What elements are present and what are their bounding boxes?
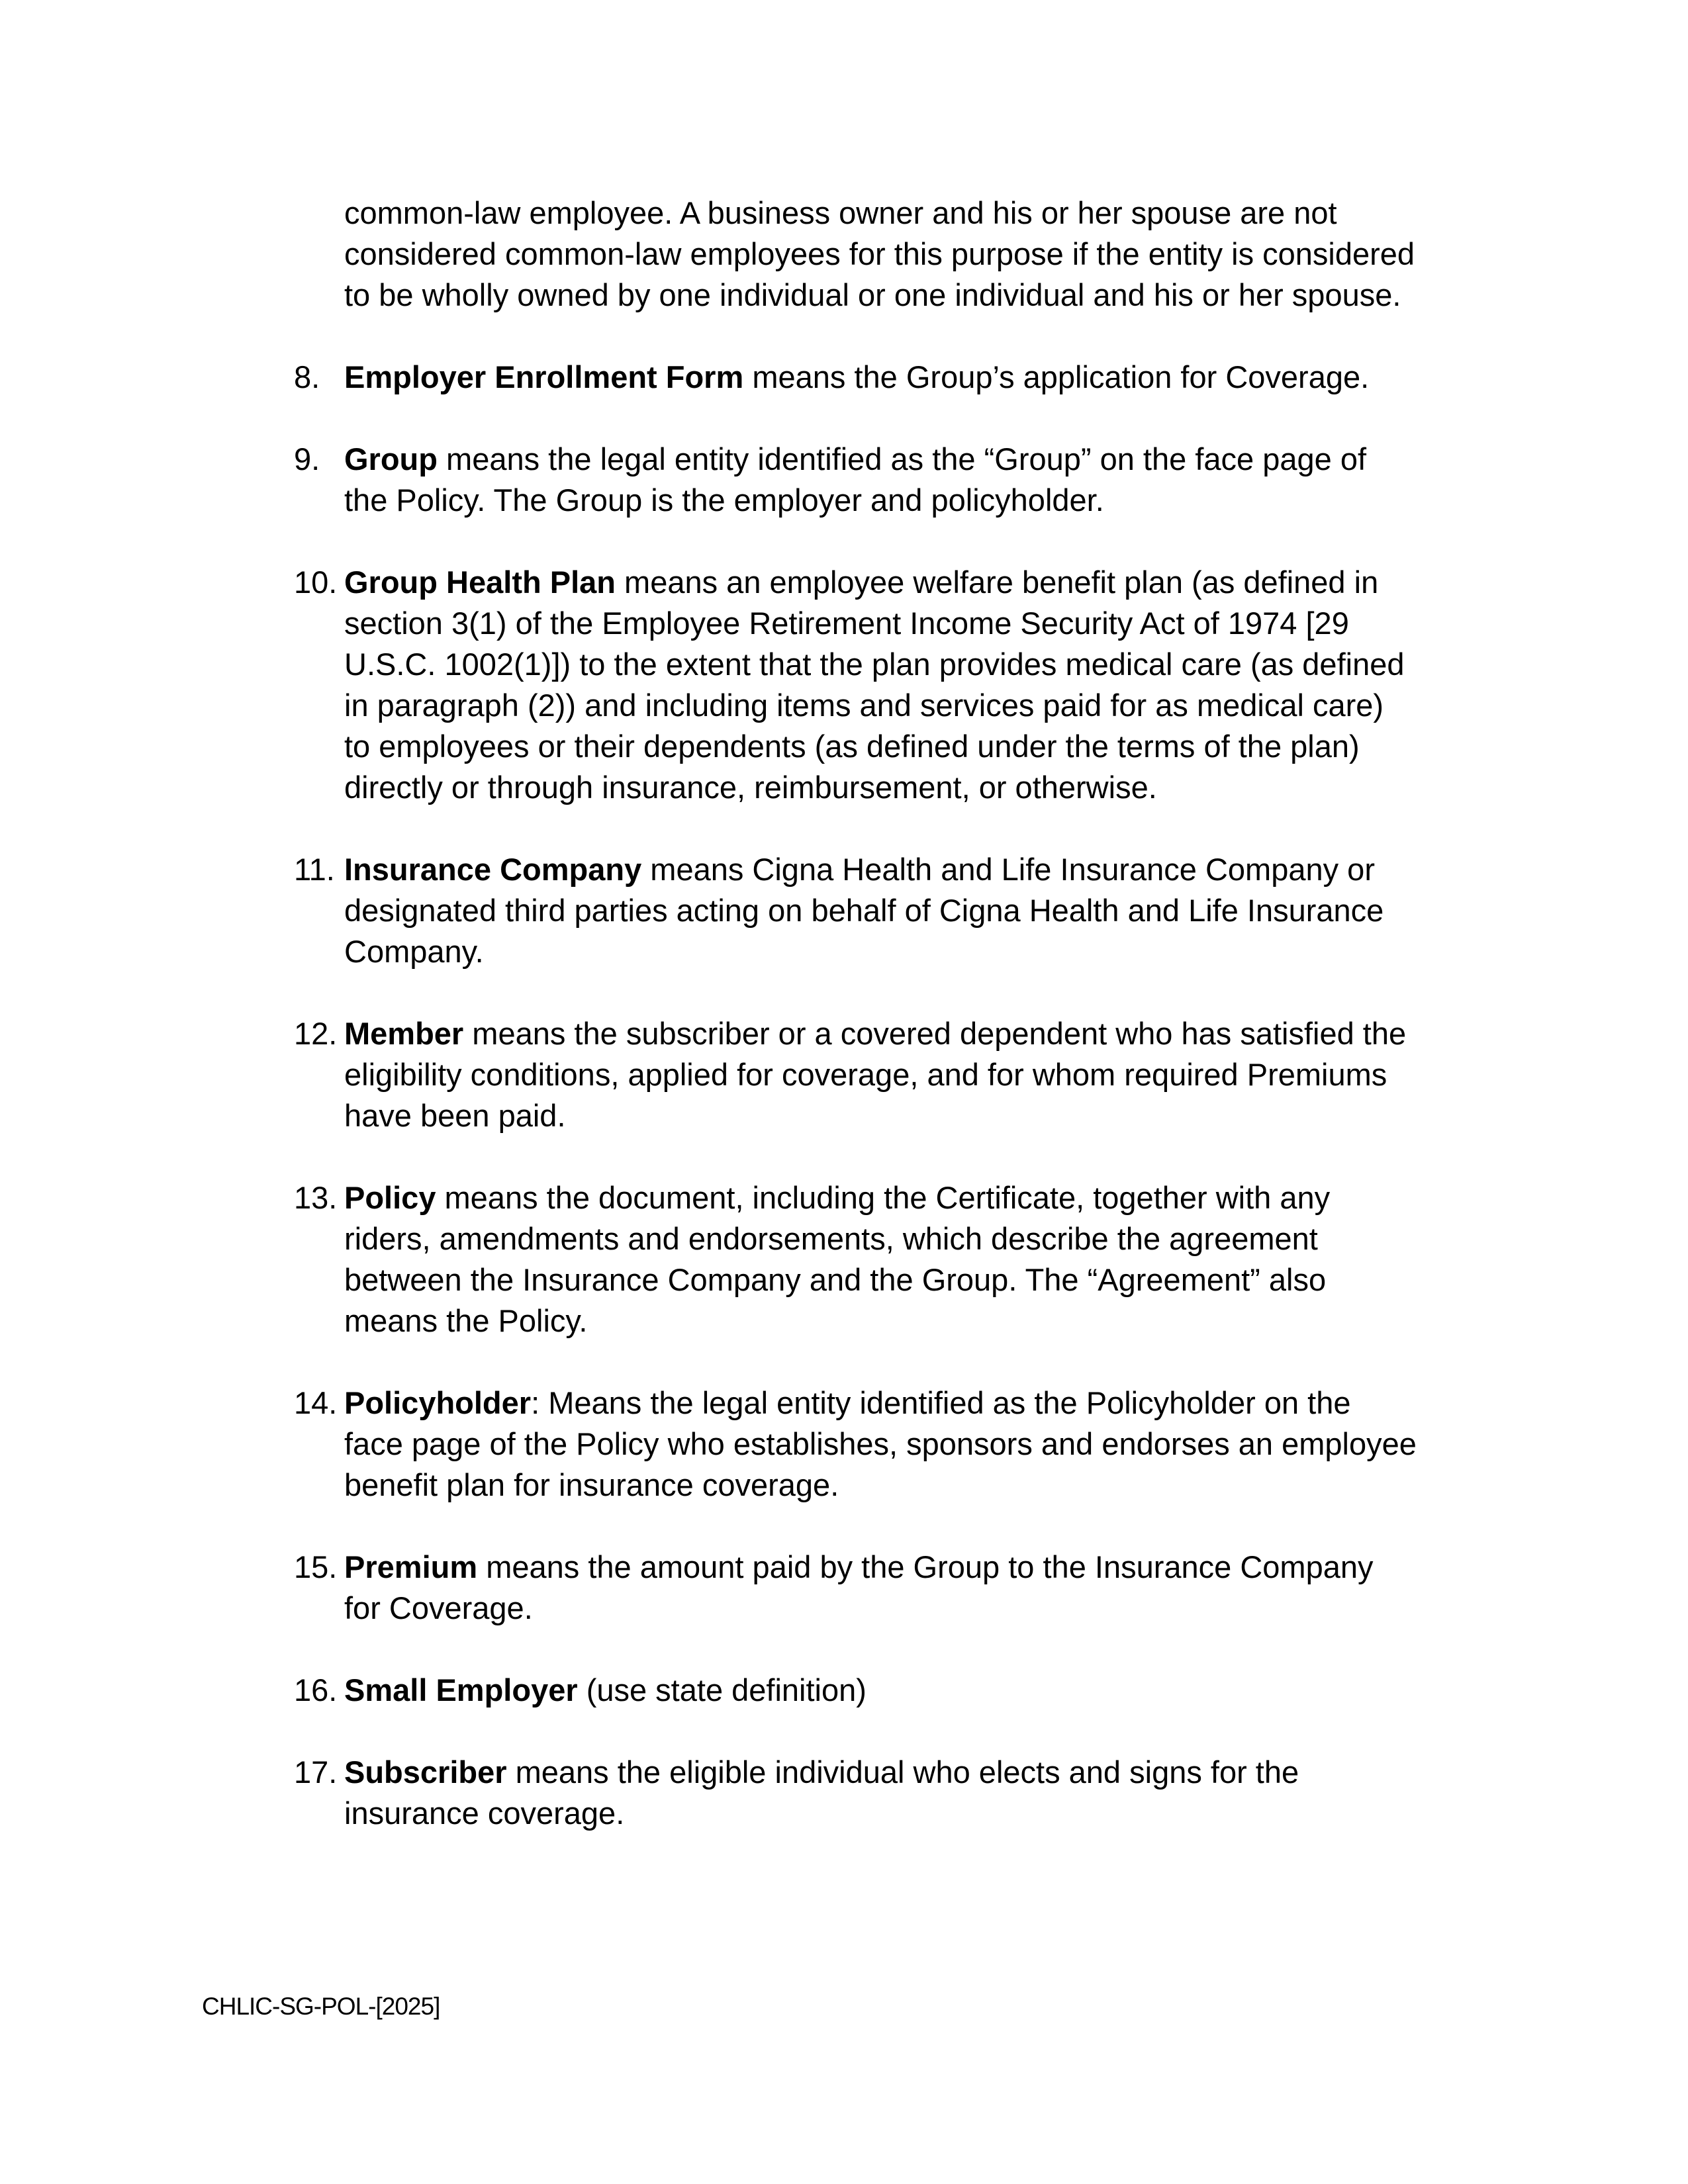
definition-text: [344, 1670, 1483, 1711]
definition-text: [344, 439, 1483, 521]
definition-number: 13.: [294, 1180, 338, 1215]
definition-number: 9.: [294, 441, 320, 477]
definition-item: [294, 1383, 1483, 1506]
definition-body: means the subscriber or a covered dependent who has satisfied the eligibility conditions, applied for coverage, and for whom required Premiums have been paid.: [344, 1016, 1407, 1133]
definition-item: [294, 849, 1483, 972]
definition-body: (use state definition): [577, 1672, 867, 1707]
definition-body: means the legal entity identified as the “Group” on the face page of the Policy. The Group is the employer and policyholder.: [344, 441, 1367, 518]
definition-number: 12.: [294, 1016, 338, 1051]
definitions-list: [294, 357, 1483, 1834]
definition-term: Premium: [344, 1549, 478, 1584]
definition-text: [344, 1752, 1483, 1834]
definition-term: Small Employer: [344, 1672, 578, 1707]
definition-term: Group Health Plan: [344, 565, 616, 600]
definition-term: Member: [344, 1016, 464, 1051]
page-content: [294, 193, 1483, 1875]
definition-text: [344, 1547, 1483, 1629]
definition-term: Policyholder: [344, 1385, 532, 1420]
definition-body: means an employee welfare benefit plan (as defined in section 3(1) of the Employee Retirement Income Security Act of 1974 [29 U.S.C. 1002(1)]) to the extent that the plan provides medical care (as defined in paragraph (2)) and including items and services paid for as medical care) to employees or their dependents (as defined under the terms of the plan) directly or through insurance, reimbursement, or otherwise.: [344, 565, 1405, 805]
definition-text: [344, 849, 1483, 972]
definition-term: Policy: [344, 1180, 436, 1215]
definition-body: means the amount paid by the Group to the Insurance Company for Coverage.: [344, 1549, 1374, 1625]
definition-number: 17.: [294, 1754, 338, 1790]
definition-item: [294, 357, 1483, 398]
definition-body: means the Group’s application for Coverage.: [743, 359, 1370, 394]
definition-item: [294, 1013, 1483, 1136]
definition-item: [294, 1177, 1483, 1342]
definition-body: means Cigna Health and Life Insurance Company or designated third parties acting on behalf of Cigna Health and Life Insurance Company.: [344, 852, 1384, 969]
definition-number: 15.: [294, 1549, 338, 1584]
definition-term: Subscriber: [344, 1754, 507, 1790]
definition-term: Group: [344, 441, 438, 477]
definition-item: [294, 1752, 1483, 1834]
definition-body: : Means the legal entity identified as the Policyholder on the face page of the Policy who establishes, sponsors and endorses an employee benefit plan for insurance coverage.: [344, 1385, 1417, 1502]
definition-item: [294, 1670, 1483, 1711]
definition-text: [344, 1383, 1483, 1506]
definition-body: means the eligible individual who elects and signs for the insurance coverage.: [344, 1754, 1299, 1831]
definition-number: 10.: [294, 565, 338, 600]
definition-body: means the document, including the Certificate, together with any riders, amendments and endorsements, which describe the agreement between the Insurance Company and the Group. The “Agreement” also means the Policy.: [344, 1180, 1331, 1338]
definition-term: Employer Enrollment Form: [344, 359, 744, 394]
definition-text: [344, 1177, 1483, 1342]
definition-term: Insurance Company: [344, 852, 642, 887]
definition-number: 8.: [294, 359, 320, 394]
definition-number: 14.: [294, 1385, 338, 1420]
definition-text: [344, 357, 1483, 398]
definition-item: [294, 439, 1483, 521]
definition-text: [344, 1013, 1483, 1136]
definition-item: [294, 562, 1483, 808]
footer-document-code: CHLIC-SG-POL-[2025]: [202, 1993, 440, 2020]
definition-text: [344, 562, 1483, 808]
definition-item: [294, 1547, 1483, 1629]
definition-number: 16.: [294, 1672, 338, 1707]
continuation-paragraph: common-law employee. A business owner and his or her spouse are not considered common-law employees for this purpose if the entity is considered to be wholly owned by one individual or one individual and his or her spouse.: [344, 195, 1415, 312]
definition-number: 11.: [294, 852, 335, 887]
